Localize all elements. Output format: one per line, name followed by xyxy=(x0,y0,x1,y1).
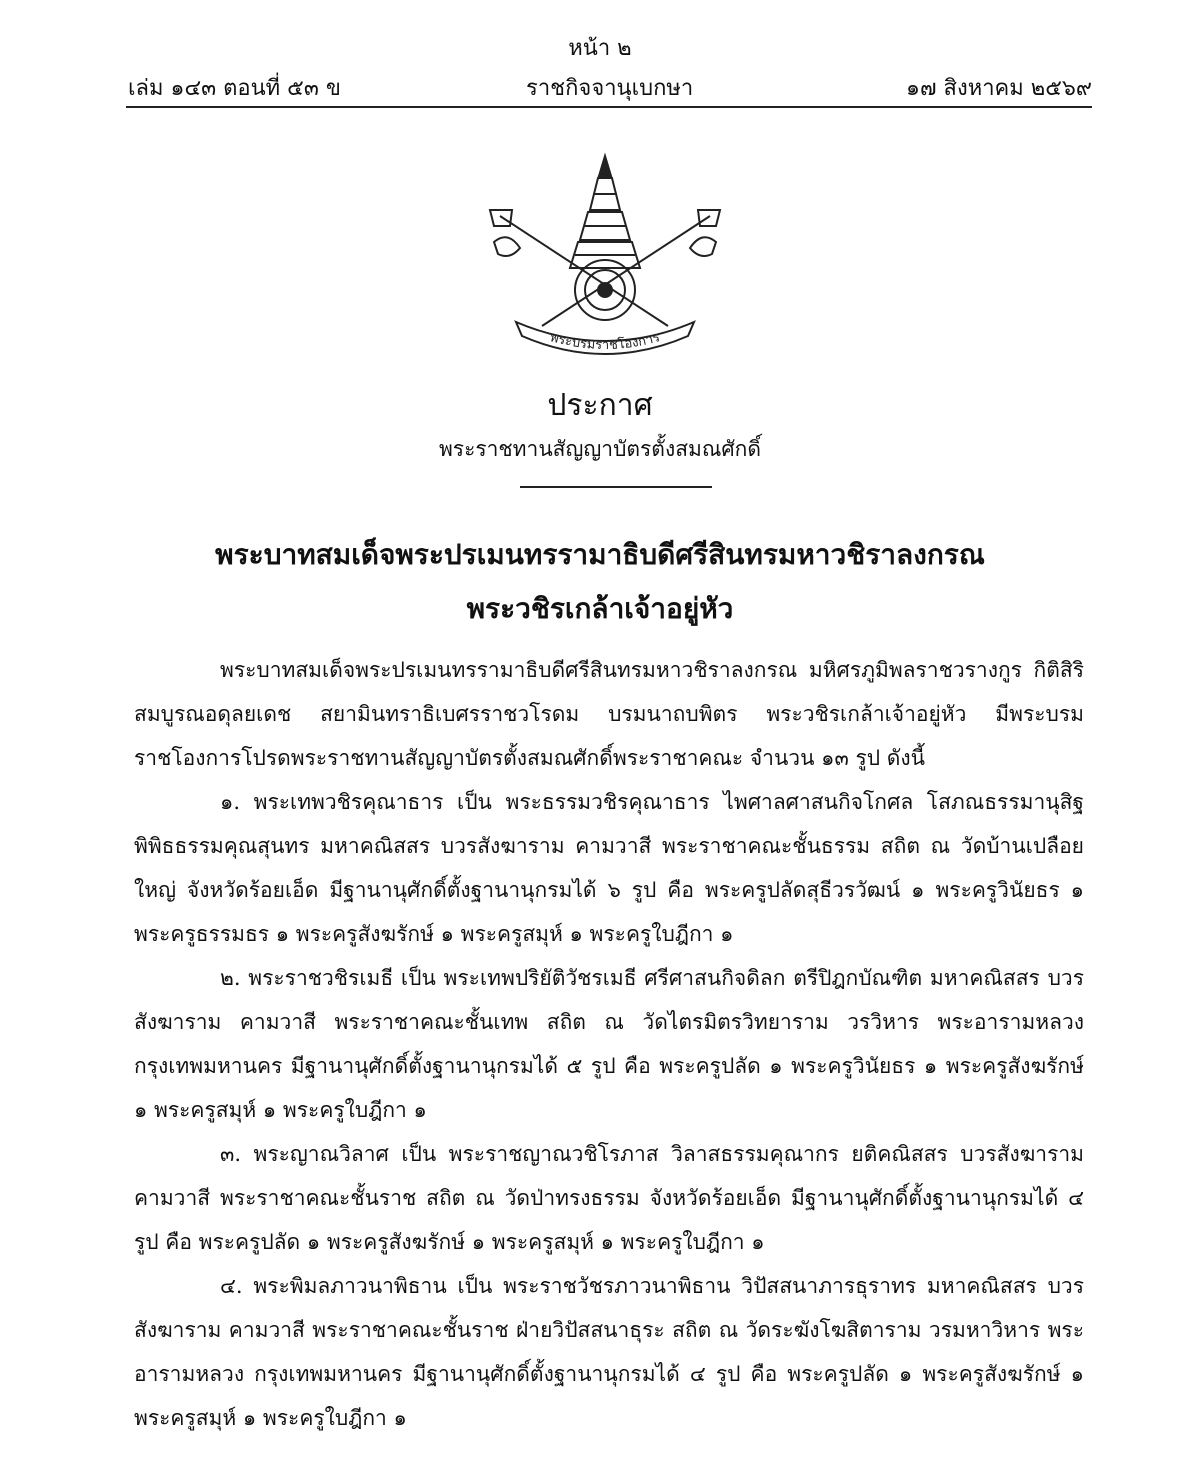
emblem-seal-text: พระบรมราชโองการ xyxy=(548,330,662,354)
body-paragraph-item-3: ๓. พระญาณวิลาศ เป็น พระราชญาณวชิโรภาส วิลาสธรรมคุณากร ยติคณิสสร บวรสังฆาราม คามวาสี พระราชาคณะชั้นราช สถิต ณ วัดป่าทรงธรรม จังหวัดร้อยเอ็ด มีฐานานุศักดิ์ตั้งฐานานุกรมได้ ๔ รูป คือ พระครูปลัด ๑ พระครูสังฆรักษ์ ๑ พระครูสมุห์ ๑ พระครูใบฎีกา ๑ xyxy=(134,1142,1084,1254)
gazette-header xyxy=(128,70,1092,104)
body-paragraph-item-2: ๒. พระราชวชิรเมธี เป็น พระเทพปริยัติวัชรเมธี ศรีศาสนกิจดิลก ตรีปิฎกบัณฑิต มหาคณิสสร บวรสังฆาราม คามวาสี พระราชาคณะชั้นเทพ สถิต ณ วัดไตรมิตรวิทยาราม วรวิหาร พระอารามหลวง กรุงเทพมหานคร มีฐานานุศักดิ์ตั้งฐานานุกรมได้ ๕ รูป คือ พระครูปลัด ๑ พระครูวินัยธร ๑ พระครูสังฆรักษ์ ๑ พระครูสมุห์ ๑ พระครูใบฎีกา ๑ xyxy=(134,966,1084,1122)
body-paragraph-intro: พระบาทสมเด็จพระปรเมนทรรามาธิบดีศรีสินทรมหาวชิราลงกรณ มหิศรภูมิพลราชวรางกูร กิติสิริสมบูรณอดุลยเดช สยามินทราธิเบศรราชวโรดม บรมนาถบพิตร พระวชิรเกล้าเจ้าอยู่หัว มีพระบรมราชโองการโปรดพระราชทานสัญญาบัตรตั้งสมณศักดิ์พระราชาคณะ จำนวน ๑๓ รูป ดังนี้ xyxy=(134,658,1084,770)
body-paragraph-item-1: ๑. พระเทพวชิรคุณาธาร เป็น พระธรรมวชิรคุณาธาร ไพศาลศาสนกิจโกศล โสภณธรรมานุสิฐ พิพิธธรรมคุณสุนทร มหาคณิสสร บวรสังฆาราม คามวาสี พระราชาคณะชั้นธรรม สถิต ณ วัดบ้านเปลือยใหญ่ จังหวัดร้อยเอ็ด มีฐานานุศักดิ์ตั้งฐานานุกรมได้ ๖ รูป คือ พระครูปลัดสุธีวรวัฒน์ ๑ พระครูวินัยธร ๑ พระครูธรรมธร ๑ พระครูสังฆรักษ์ ๑ พระครูสมุห์ ๑ พระครูใบฎีกา ๑ xyxy=(134,790,1084,946)
page-number: หน้า ๒ xyxy=(568,36,632,61)
publication-date: ๑๗ สิงหาคม ๒๕๖๙ xyxy=(906,76,1092,101)
volume-issue: เล่ม ๑๔๓ ตอนที่ ๕๓ ข xyxy=(128,76,341,101)
publication-name: ราชกิจจานุเบกษา xyxy=(526,76,694,101)
announcement-title: ประกาศ xyxy=(547,388,653,423)
header-divider xyxy=(126,106,1092,108)
announcement-subtitle: พระราชทานสัญญาบัตรตั้งสมณศักดิ์ xyxy=(438,437,762,461)
king-name-line-2: พระวชิรเกล้าเจ้าอยู่หัว xyxy=(466,592,734,625)
king-name-heading xyxy=(0,528,1200,636)
announcement-body xyxy=(134,648,1084,1440)
title-divider xyxy=(520,486,712,488)
royal-emblem-icon xyxy=(480,150,730,360)
king-name-line-1: พระบาทสมเด็จพระปรเมนทรรามาธิบดีศรีสินทรมหาวชิราลงกรณ xyxy=(215,538,985,571)
body-paragraph-item-4: ๔. พระพิมลภาวนาพิธาน เป็น พระราชวัชรภาวนาพิธาน วิปัสสนาภารธุราทร มหาคณิสสร บวรสังฆาราม คามวาสี พระราชาคณะชั้นราช ฝ่ายวิปัสสนาธุระ สถิต ณ วัดระฆังโฆสิตาราม วรมหาวิหาร พระอารามหลวง กรุงเทพมหานคร มีฐานานุศักดิ์ตั้งฐานานุกรมได้ ๔ รูป คือ พระครูปลัด ๑ พระครูสังฆรักษ์ ๑ พระครูสมุห์ ๑ พระครูใบฎีกา ๑ xyxy=(134,1274,1084,1430)
